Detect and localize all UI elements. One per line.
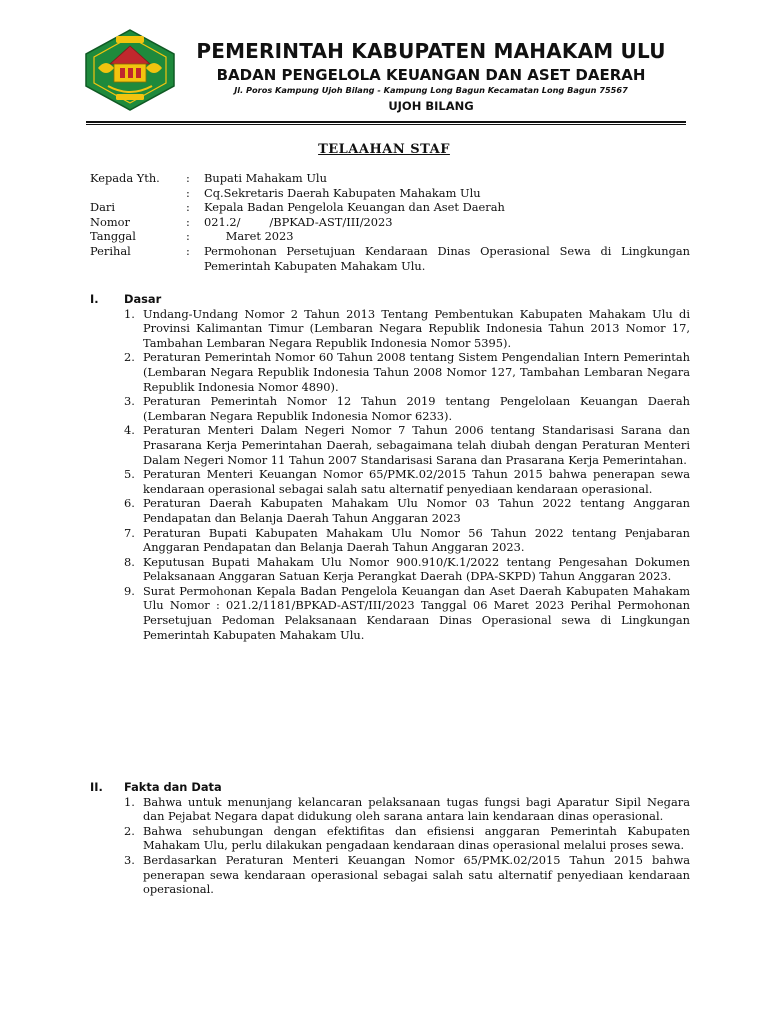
item-number: 1.	[124, 306, 135, 321]
header-colon: :	[186, 171, 190, 185]
memo-header	[90, 171, 690, 273]
list-item	[124, 307, 690, 351]
regency-emblem-icon	[84, 28, 176, 112]
header-colon: :	[186, 185, 190, 200]
item-number: 2.	[124, 350, 135, 365]
section-heading	[90, 780, 690, 795]
section-title: Dasar	[124, 292, 162, 306]
header-label: Nomor	[90, 214, 130, 229]
item-text: Bahwa sehubungan dengan efektifitas dan efisiensi anggaran Pemerintah Kabupaten Mahakam Ulu, perlu dilakukan pengadaan kendaraan dinas operasional melalui proses sewa.	[143, 823, 690, 853]
item-number: 5.	[124, 467, 135, 482]
item-text: Peraturan Bupati Kabupaten Mahakam Ulu Nomor 56 Tahun 2022 tentang Penjabaran Anggaran Pendapatan dan Belanja Daerah Tahun Anggaran 2023.	[143, 525, 690, 555]
section-title: Fakta dan Data	[124, 780, 222, 794]
item-text: Peraturan Menteri Keuangan Nomor 65/PMK.02/2015 Tahun 2015 bahwa penerapan sewa kendaraan operasional sebagai salah satu alternatif penyediaan kendaraan operasional.	[143, 467, 690, 496]
section-number: II.	[90, 780, 103, 794]
letterhead-government-name: PEMERINTAH KABUPATEN MAHAKAM ULU	[196, 39, 666, 63]
list-item	[124, 350, 690, 394]
item-text: Peraturan Pemerintah Nomor 60 Tahun 2008 tentang Sistem Pengendalian Intern Pemerintah (Lembaran Negara Republik Indonesia Tahun 2008 Nomor 127, Tambahan Lembaran Negara Republik Indonesia Nomor 4890).	[143, 350, 690, 394]
list-item	[124, 795, 690, 824]
header-label: Tanggal	[90, 229, 136, 244]
item-number: 8.	[124, 554, 135, 569]
item-text: Keputusan Bupati Mahakam Ulu Nomor 900.910/K.1/2022 tentang Pengesahan Dokumen Pelaksanaan Anggaran Satuan Kerja Perangkat Daerah (DPA-SKPD) Tahun Anggaran 2023.	[143, 554, 690, 584]
section-heading	[90, 292, 690, 307]
letterhead-agency-name: BADAN PENGELOLA KEUANGAN DAN ASET DAERAH	[216, 66, 646, 84]
header-row-recipient	[90, 171, 690, 186]
item-text: Surat Permohonan Kepala Badan Pengelola Keuangan dan Aset Daerah Kabupaten Mahakam Ulu Nomor : 021.2/1181/BPKAD-AST/III/2023 Tanggal 06 Maret 2023 Perihal Permohonan Persetujuan Pedoman Pelaksanaan Kendaraan Dinas Operasional sewa di Lingkungan Pemerintah Kabupaten Mahakam Ulu.	[143, 583, 690, 642]
section-dasar	[90, 292, 690, 642]
list-item	[124, 423, 690, 467]
header-colon: :	[186, 229, 190, 244]
item-text: Berdasarkan Peraturan Menteri Keuangan Nomor 65/PMK.02/2015 Tahun 2015 bahwa penerapan sewa kendaraan operasional sebagai salah satu alternatif penyediaan kendaraan operasional.	[143, 852, 690, 897]
list-item	[124, 467, 690, 496]
item-text: Undang-Undang Nomor 2 Tahun 2013 Tentang Pembentukan Kabupaten Mahakam Ulu di Provinsi Kalimantan Timur (Lembaran Negara Republik Indonesia Tahun 2013 Nomor 17, Tambahan Lembaran Negara Republik Indonesia Nomor 5395).	[143, 306, 690, 350]
header-label	[90, 186, 186, 201]
header-colon: :	[186, 200, 190, 215]
section-list	[90, 795, 690, 897]
header-value: Bupati Mahakam Ulu	[204, 171, 327, 185]
header-row-number	[90, 215, 690, 230]
item-text: Bahwa untuk menunjang kelancaran pelaksanaan tugas fungsi bagi Aparatur Sipil Negara dan Pejabat Negara dapat didukung oleh sarana antara lain kendaraan dinas operasional.	[143, 794, 690, 824]
header-value: 021.2/ /BPKAD-AST/III/2023	[204, 214, 393, 229]
list-item	[124, 526, 690, 555]
list-item	[124, 584, 690, 642]
section-number: I.	[90, 292, 99, 306]
list-item	[124, 496, 690, 525]
header-value: Maret 2023	[204, 229, 294, 244]
item-number: 9.	[124, 583, 135, 598]
item-text: Peraturan Daerah Kabupaten Mahakam Ulu Nomor 03 Tahun 2022 tentang Anggaran Pendapatan dan Belanja Daerah Tahun Anggaran 2023	[143, 496, 690, 525]
header-label: Kepada Yth.	[90, 171, 160, 185]
letterhead-address: Jl. Poros Kampung Ujoh Bilang - Kampung Long Bagun Kecamatan Long Bagun 75567	[234, 85, 628, 95]
item-number: 3.	[124, 852, 135, 867]
header-colon: :	[186, 243, 190, 258]
section-list	[90, 307, 690, 643]
item-text: Peraturan Menteri Dalam Negeri Nomor 7 Tahun 2006 tentang Standarisasi Sarana dan Prasarana Kerja Pemerintahan Daerah, sebagaimana telah diubah dengan Peraturan Menteri Dalam Negeri Nomor 11 Tahun 2007 Standarisasi Sarana dan Prasarana Kerja Pemerintahan.	[143, 423, 690, 467]
item-number: 6.	[124, 496, 135, 511]
item-number: 1.	[124, 794, 135, 809]
list-item	[124, 394, 690, 423]
list-item	[124, 853, 690, 897]
item-number: 4.	[124, 423, 135, 438]
header-row-sender	[90, 200, 690, 215]
letterhead-divider-thin	[86, 124, 686, 125]
header-value: Permohonan Persetujuan Kendaraan Dinas Operasional Sewa di Lingkungan Pemerintah Kabupaten Mahakam Ulu.	[204, 243, 690, 273]
header-value: Cq.Sekretaris Daerah Kabupaten Mahakam Ulu	[204, 185, 481, 200]
letterhead	[0, 0, 768, 126]
header-value: Kepala Badan Pengelola Keuangan dan Aset Daerah	[204, 200, 505, 215]
item-number: 3.	[124, 394, 135, 409]
item-number: 7.	[124, 525, 135, 540]
list-item	[124, 824, 690, 853]
header-label: Perihal	[90, 243, 131, 258]
letterhead-divider-thick	[86, 121, 686, 123]
header-label: Dari	[90, 200, 116, 215]
list-item	[124, 555, 690, 584]
section-fakta-dan-data	[90, 780, 690, 897]
header-colon: :	[186, 214, 190, 229]
header-row-subject	[90, 244, 690, 273]
document-title: TELAAHAN STAF	[318, 142, 450, 157]
header-row-date	[90, 229, 690, 244]
letterhead-city: UJOH BILANG	[388, 99, 474, 113]
header-row-recipient-cq	[90, 186, 690, 201]
item-number: 2.	[124, 823, 135, 838]
item-text: Peraturan Pemerintah Nomor 12 Tahun 2019 tentang Pengelolaan Keuangan Daerah (Lembaran Negara Republik Indonesia Nomor 6233).	[143, 394, 690, 423]
